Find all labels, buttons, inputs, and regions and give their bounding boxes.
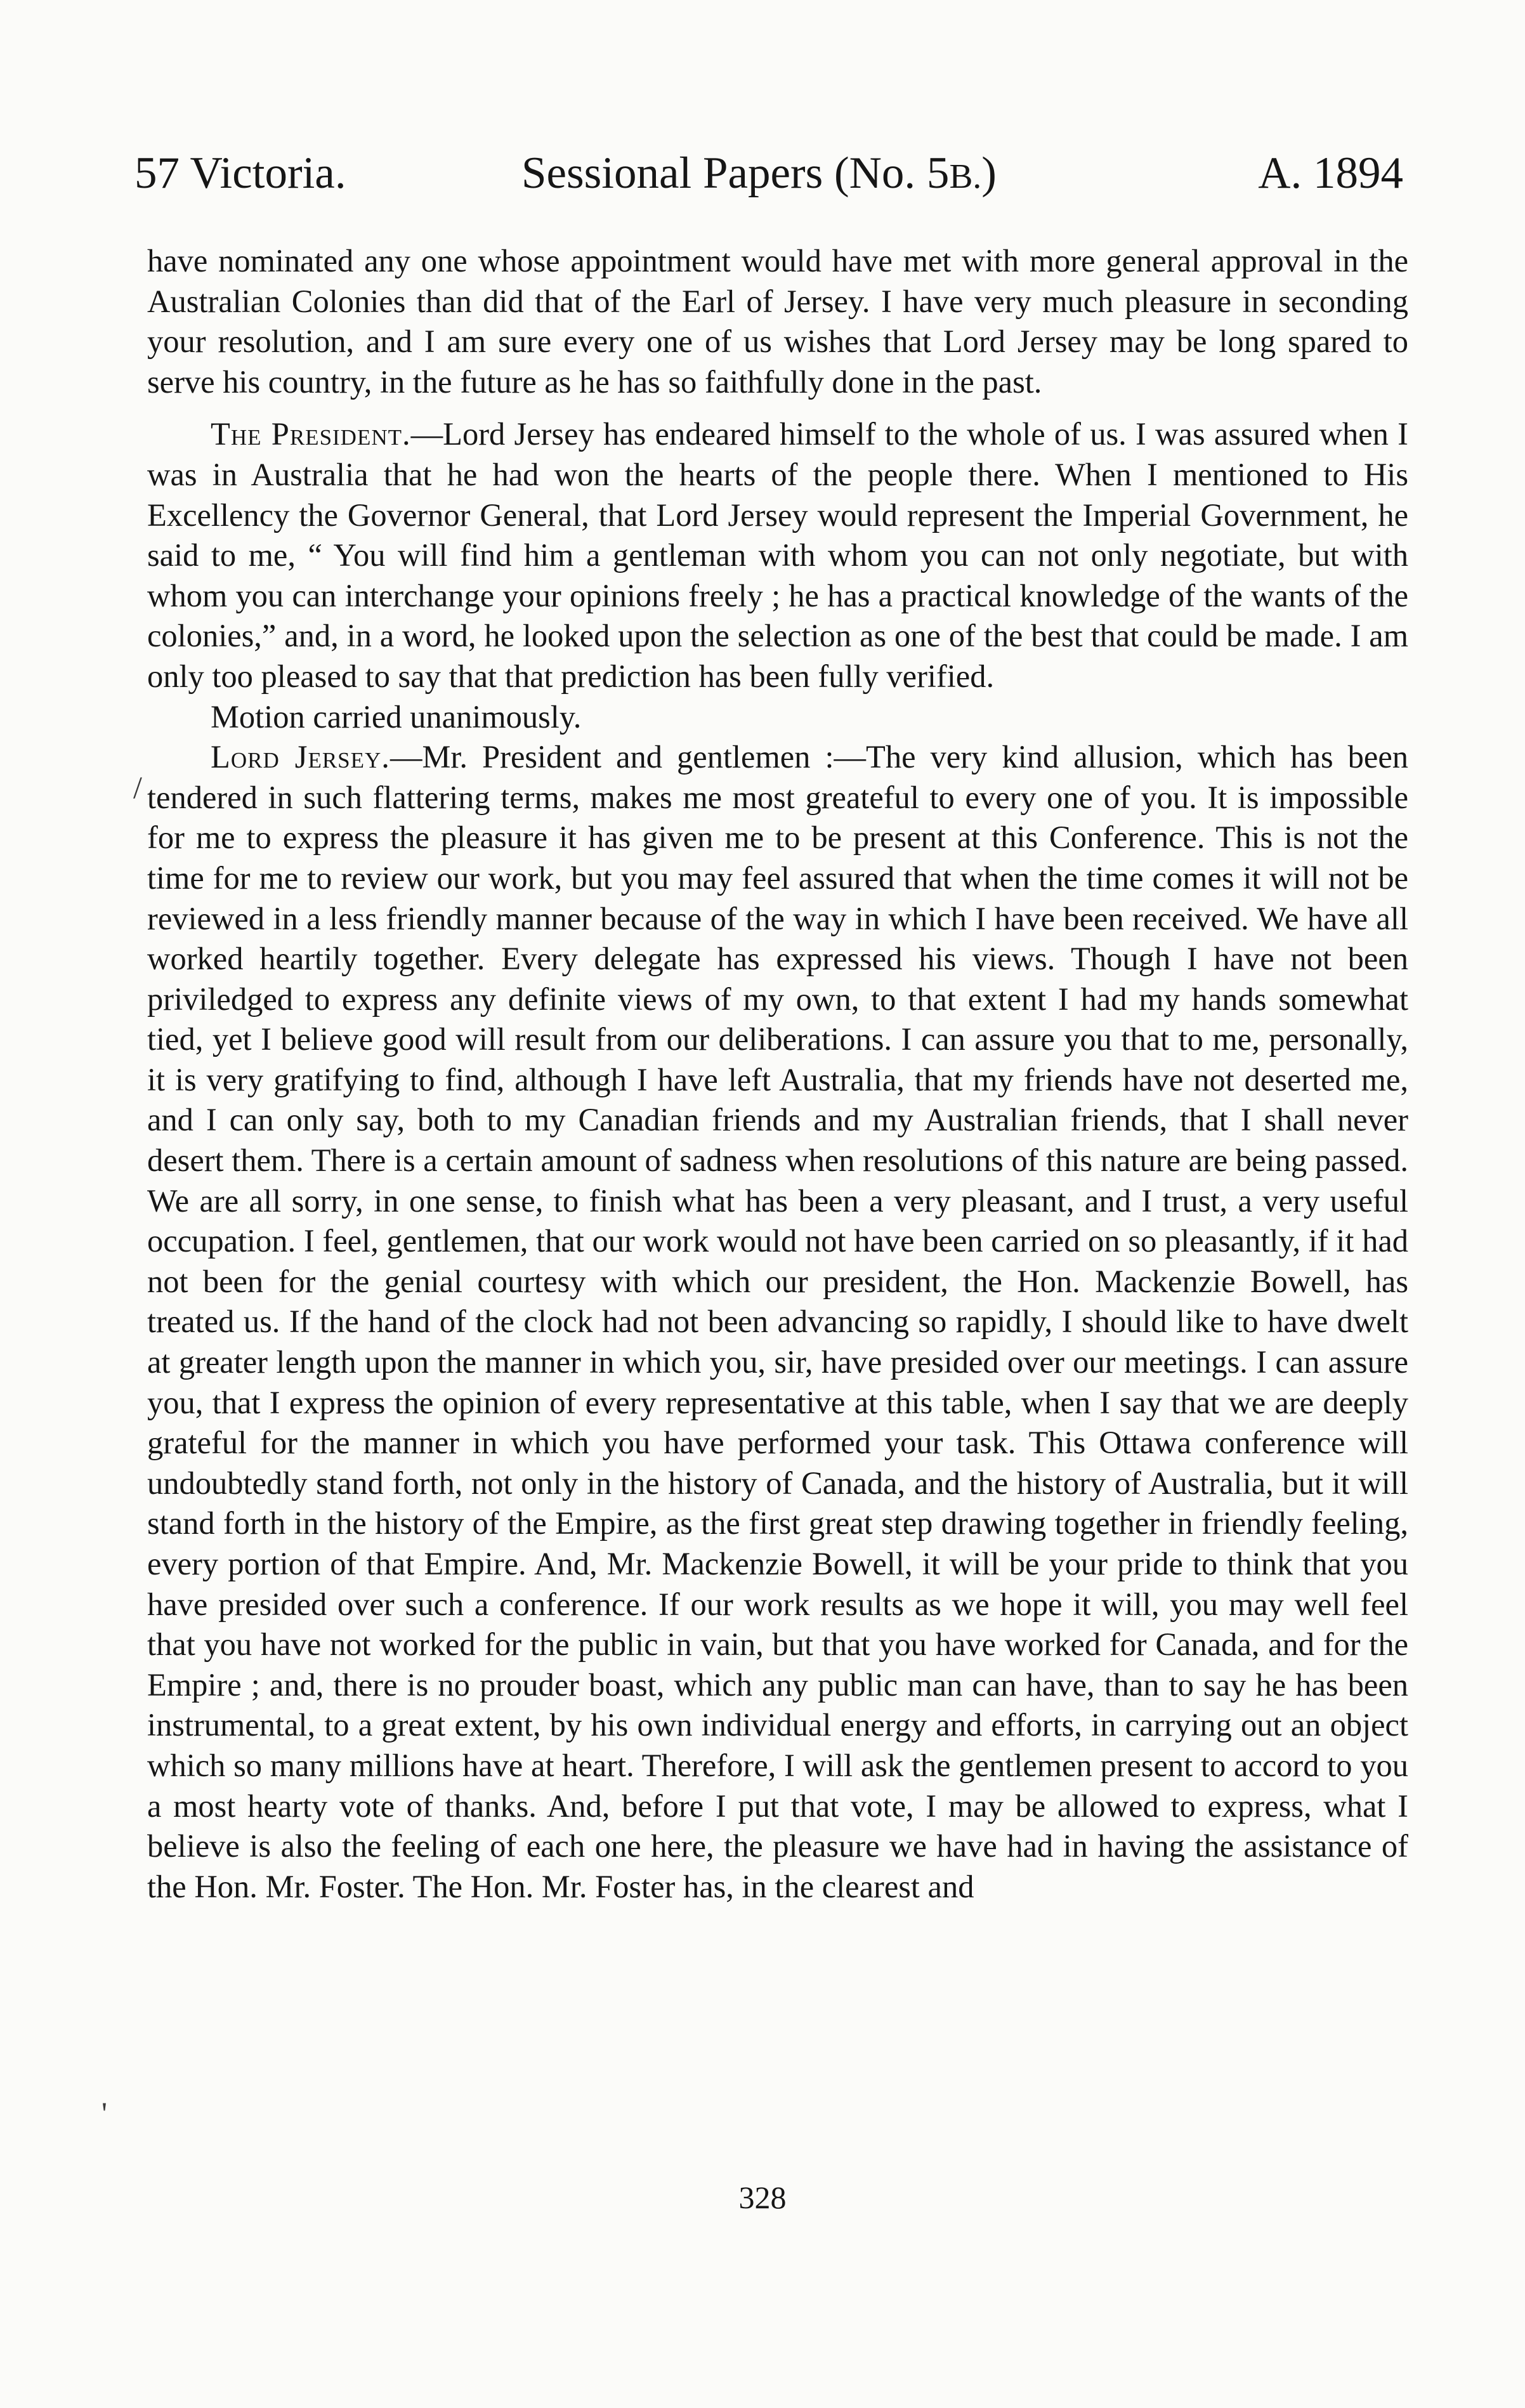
header-year: A. 1894 <box>1258 148 1403 198</box>
speaker-jersey: Lord Jersey. <box>211 739 390 775</box>
speaker-president: The President. <box>211 416 411 452</box>
page-number: 328 <box>738 2180 787 2215</box>
paragraph-motion: Motion carried unanimously. <box>211 698 582 735</box>
jersey-speech: —Mr. President and gentlemen :—The very kind allusion, which has been tendered in such flattering terms, makes me most greateful to every one of you. It is impossible for me to express the pleasure it has given me to be present at this Conference. This is not the time for me to review our work, but you may feel assured that when the time comes it will not be reviewed in a less friendly manner because of the way in which I have been received. We have all worked heartily together. Every delegate has expressed his views. Though I have not been priviledged to express any definite views of my own, to that extent I had my hands somewhat tied, yet I believe good will result from our deliberations. I can assure you that to me, personally, it is very gratifying to find, although I have left Australia, that my friends have not deserted me, and I can only say, both to my Canadian friends and my Australian friends, that I shall never desert them. There is a certain amount of sadness when resolutions of this nature are being passed. We are all sorry, in one sense, to finish what has been a very pleasant, and I trust, a very useful occupation. I feel, gentlemen, that our work would not have been carried on so pleasantly, if it had not been for the genial courtesy with which our president, the Hon. Mackenzie Bowell, has treated us. If the hand of the clock had not been advancing so rapidly, I should like to have dwelt at greater length upon the manner in which you, sir, have presided over our meetings. I can assure you, that I express the opinion of every representative at this table, when I say that we are deeply grateful for the manner in which you have performed your task. This Ottawa conference will undoubtedly stand forth, not only in the history of Canada, and the history of Australia, but it will stand forth in the history of the Empire, as the first great step drawing together in friendly feeling, every portion of that Empire. And, Mr. Mackenzie Bowell, it will be your pride to think that you have presided over such a conference. If our work results as we hope it will, you may well feel that you have not worked for the public in vain, but that you have worked for Canada, and for the Empire ; and, there is no prouder boast, which any public man can have, than to say he has been instrumental, to a great extent, by his own individual energy and efforts, in carrying out an object which so many millions have at heart. Therefore, I will ask the gentlemen present to accord to you a most hearty vote of thanks. And, before I put that vote, I may be allowed to express, what I believe is also the feeling of each one here, the pleasure we have had in having the assistance of the Hon. Mr. Foster. The Hon. Mr. Foster has, in the clearest and <box>147 739 1408 1904</box>
header-series-text: Sessional Papers (No. 5 <box>521 148 950 198</box>
margin-mark-slash: / <box>133 769 142 805</box>
body-text <box>147 241 1408 1907</box>
paragraph-continuation: have nominated any one whose appointment would have met with more general approval in the Australian Colonies than did that of the Earl of Jersey. I have very much pleasure in seconding your resolution, and I am sure every one of us wishes that Lord Jersey may be long spared to serve his country, in the future as he has so faithfully done in the past. <box>147 243 1408 400</box>
paragraph-jersey <box>147 737 1408 1907</box>
header-regnal-year: 57 Victoria. <box>134 148 346 198</box>
president-speech: —Lord Jersey has endeared himself to the whole of us. I was assured when I was in Australia that he had won the hearts of the people there. When I mentioned to His Excellency the Governor General, that Lord Jersey would represent the Imperial Government, he said to me, “ You will find him a gentleman with whom you can not only negotiate, but with whom you can interchange your opinions freely ; he has a practical knowledge of the wants of the colonies,” and, in a word, he looked upon the selection as one of the best that could be made. I am only too pleased to say that that prediction has been fully verified. <box>147 416 1408 694</box>
header-series-title <box>521 138 997 211</box>
header-series-close: ) <box>981 148 997 198</box>
margin-mark-tick: ' <box>101 2095 108 2131</box>
header-series-letter: B. <box>949 157 982 195</box>
paragraph-president <box>147 414 1408 697</box>
running-header <box>134 138 1403 208</box>
